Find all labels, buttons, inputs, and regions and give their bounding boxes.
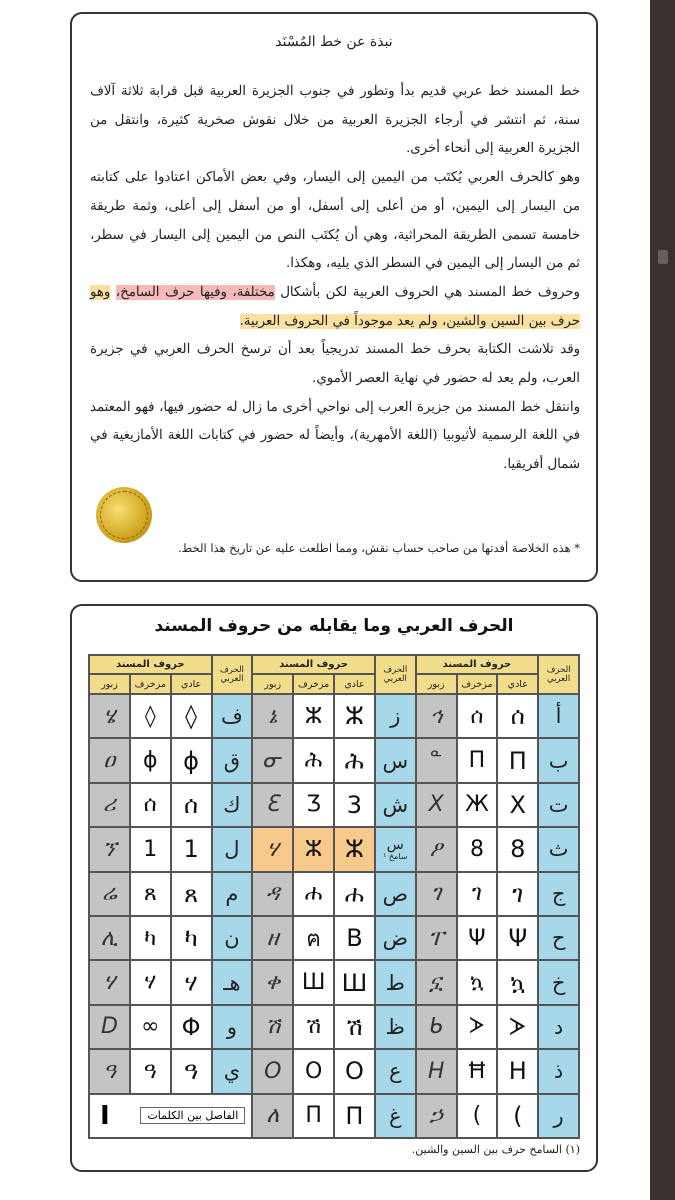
arabic-letter: ك	[223, 792, 241, 817]
musnad-decorated-glyph: Ш	[294, 961, 333, 1003]
musnad-decorated-glyph: ⵣ	[294, 828, 333, 870]
musnad-standard-glyph: ዓ	[172, 1050, 211, 1092]
musnad-decorated-glyph: ሰ	[131, 784, 170, 826]
arabic-letter: ذ	[553, 1059, 564, 1084]
musnad-zabur-glyph: ገ	[417, 873, 456, 915]
musnad-zabur-glyph: ኔ	[253, 695, 292, 737]
arabic-letter-cell	[376, 1006, 415, 1048]
arabic-letter: ط	[385, 970, 405, 995]
arabic-letter-cell	[539, 961, 578, 1003]
musnad-decorated-glyph: ϕ	[131, 739, 170, 781]
arabic-letter: ت	[548, 792, 569, 817]
arabic-letter: ب	[548, 748, 569, 773]
musnad-standard-glyph: Φ	[172, 1006, 211, 1048]
arabic-letter-cell	[376, 961, 415, 1003]
musnad-decorated-glyph: ካ	[131, 917, 170, 959]
arabic-letter-cell	[213, 828, 252, 870]
musnad-standard-glyph: Ш	[335, 961, 374, 1003]
right-edge-strip	[650, 0, 675, 1200]
header-decorated: مزخرف	[294, 675, 333, 693]
musnad-standard-glyph: Ψ	[498, 917, 537, 959]
musnad-decorated-glyph: ᗆ	[458, 1006, 497, 1048]
arabic-letter-cell	[376, 828, 415, 870]
arabic-letter-cell	[539, 1050, 578, 1092]
musnad-decorated-glyph: 1	[131, 828, 170, 870]
seal-ring	[100, 491, 148, 539]
intro-paragraph-3	[90, 279, 580, 336]
arabic-letter: غ	[389, 1103, 402, 1128]
arabic-letter: ل	[224, 837, 240, 862]
gold-seal-logo	[96, 487, 152, 543]
arabic-letter-cell	[376, 873, 415, 915]
arabic-letter-cell	[376, 1095, 415, 1137]
musnad-zabur-glyph: ሃ	[90, 961, 129, 1003]
musnad-zabur-glyph: D	[90, 1006, 129, 1048]
musnad-decorated-glyph: ሽ	[294, 1006, 333, 1048]
musnad-zabur-glyph: ኘ	[90, 828, 129, 870]
arabic-letter: س	[382, 748, 409, 773]
musnad-standard-glyph: ⵣ	[335, 695, 374, 737]
musnad-decorated-glyph: ሃ	[131, 961, 170, 1003]
arabic-letter: م	[225, 881, 239, 906]
arabic-letter-note: سامخ ¹	[383, 851, 408, 861]
musnad-standard-glyph: 3	[335, 784, 374, 826]
arabic-letter: ش	[382, 792, 409, 817]
musnad-decorated-glyph: ገ	[458, 873, 497, 915]
musnad-standard-glyph: O	[335, 1050, 374, 1092]
table-card	[70, 604, 598, 1172]
table-title: الحرف العربي وما يقابله من حروف المسند	[154, 616, 514, 636]
musnad-decorated-glyph: Ʒ	[294, 784, 333, 826]
musnad-zabur-glyph: ዖ	[417, 828, 456, 870]
musnad-standard-glyph: ገ	[498, 873, 537, 915]
musnad-standard-glyph: ⵣ	[335, 828, 374, 870]
arabic-letter: و	[226, 1014, 238, 1039]
musnad-zabur-glyph: ኅ	[417, 695, 456, 737]
arabic-letter: أ	[555, 704, 562, 729]
musnad-standard-glyph: П	[498, 739, 537, 781]
header-zabur: زبور	[253, 675, 292, 693]
scroll-notch	[658, 250, 668, 264]
musnad-decorated-glyph: ዓ	[131, 1050, 170, 1092]
musnad-decorated-glyph: П	[294, 1095, 333, 1137]
arabic-letter: د	[553, 1014, 564, 1039]
arabic-letter-cell	[539, 784, 578, 826]
musnad-decorated-glyph: ⵣ	[294, 695, 333, 737]
musnad-standard-glyph: ካ	[172, 917, 211, 959]
musnad-decorated-glyph: 8	[458, 828, 497, 870]
musnad-zabur-glyph: ዳ	[253, 873, 292, 915]
musnad-zabur-glyph: ዐ	[90, 739, 129, 781]
musnad-standard-glyph: ሕ	[335, 739, 374, 781]
musnad-zabur-glyph: ፐ	[417, 917, 456, 959]
musnad-standard-glyph: 1	[172, 828, 211, 870]
highlight-yellow-part-1: وهو حرف بين السين والشين،	[90, 284, 580, 329]
musnad-zabur-glyph: O	[253, 1050, 292, 1092]
arabic-letter: ص	[382, 881, 408, 906]
arabic-letter: ج	[551, 881, 566, 906]
arabic-letter-cell	[539, 828, 578, 870]
musnad-zabur-glyph: ኗ	[417, 961, 456, 1003]
musnad-decorated-glyph: ጸ	[131, 873, 170, 915]
musnad-decorated-glyph: ∞	[131, 1006, 170, 1048]
arabic-letter-cell	[376, 739, 415, 781]
arabic-letter-cell	[213, 961, 252, 1003]
header-zabur: زبور	[417, 675, 456, 693]
arabic-letter-cell	[213, 1050, 252, 1092]
header-standard: عادي	[498, 675, 537, 693]
arabic-letter: ن	[224, 926, 240, 951]
header-musnad-group: حروف المسند	[253, 656, 374, 673]
musnad-zabur-glyph: ዘ	[253, 917, 292, 959]
arabic-letter-cell	[213, 784, 252, 826]
musnad-decorated-glyph: Ψ	[458, 917, 497, 959]
musnad-decorated-glyph: ◊	[131, 695, 170, 737]
musnad-standard-glyph: ሰ	[172, 784, 211, 826]
arabic-letter-cell	[539, 1006, 578, 1048]
arabic-letter-cell	[213, 917, 252, 959]
header-musnad-group: حروف المسند	[417, 656, 538, 673]
highlight-yellow-part-2: ولم يعد موجوداً في الحروف العربية.	[239, 313, 442, 329]
arabic-letter-cell	[539, 739, 578, 781]
musnad-standard-glyph: ሰ	[498, 695, 537, 737]
musnad-zabur-glyph: ሃ	[253, 828, 292, 870]
musnad-zabur-glyph: H	[417, 1050, 456, 1092]
musnad-standard-glyph: ϕ	[172, 739, 211, 781]
musnad-zabur-glyph: ሬ	[90, 873, 129, 915]
arabic-letter: ي	[223, 1059, 241, 1084]
arabic-letter: ظ	[385, 1014, 405, 1039]
musnad-decorated-glyph: ሕ	[294, 739, 333, 781]
arabic-letter-cell	[539, 873, 578, 915]
musnad-standard-glyph: )	[498, 1095, 537, 1137]
musnad-standard-glyph: H	[498, 1050, 537, 1092]
musnad-standard-glyph: ሐ	[335, 873, 374, 915]
musnad-standard-glyph: B	[335, 917, 374, 959]
arabic-letter: ر	[553, 1103, 564, 1128]
musnad-zabur-glyph: ሄ	[90, 695, 129, 737]
table-footnote: (١) السامخ حرف بين السين والشين.	[411, 1143, 580, 1156]
arabic-letter: ف	[221, 704, 243, 729]
musnad-zabur-glyph: ᓂ	[253, 739, 292, 781]
intro-card	[70, 12, 598, 582]
header-standard: عادي	[335, 675, 374, 693]
arabic-letter-cell	[376, 917, 415, 959]
musnad-decorated-glyph: П	[458, 739, 497, 781]
arabic-letter: ث	[548, 837, 569, 862]
arabic-letter: ق	[223, 748, 241, 773]
header-decorated: مزخرف	[131, 675, 170, 693]
musnad-decorated-glyph: ሐ	[294, 873, 333, 915]
header-arabic-letter: الحرف العربي	[213, 656, 252, 693]
musnad-table	[88, 654, 580, 1139]
musnad-zabur-glyph: X	[417, 784, 456, 826]
arabic-letter: ح	[551, 926, 566, 951]
musnad-standard-glyph: П	[335, 1095, 374, 1137]
musnad-zabur-glyph: ᓐ	[417, 739, 456, 781]
header-arabic-letter: الحرف العربي	[539, 656, 578, 693]
header-zabur: زبور	[90, 675, 129, 693]
musnad-standard-glyph: ጸ	[172, 873, 211, 915]
musnad-standard-glyph: X	[498, 784, 537, 826]
header-decorated: مزخرف	[458, 675, 497, 693]
arabic-letter: س	[386, 836, 404, 853]
intro-title: نبذة عن خط المُسْنَد	[275, 34, 393, 50]
arabic-letter-cell	[539, 695, 578, 737]
arabic-letter-cell	[213, 739, 252, 781]
musnad-decorated-glyph: Ж	[458, 784, 497, 826]
arabic-letter: ز	[390, 704, 401, 729]
arabic-letter: ع	[389, 1059, 402, 1084]
musnad-zabur-glyph: ዓ	[90, 1050, 129, 1092]
arabic-letter: خ	[551, 970, 566, 995]
musnad-zabur-glyph: Ɛ	[253, 784, 292, 826]
musnad-standard-glyph: ሽ	[335, 1006, 374, 1048]
intro-paragraph-5: وانتقل خط المسند من جزيرة العرب إلى نواحي أخرى ما زال له حضور فيها، فهو المعتمد في اللغة الرسمية لأثيوبيا (اللغة الأمهرية)، وأيضاً له حضور في كتابات اللغة الأمازيغية في شمال أفريقيا.	[90, 399, 580, 473]
highlight-red: مختلفة، وفيها حرف السامخ،	[115, 284, 275, 300]
arabic-letter-cell	[539, 1095, 578, 1137]
arabic-letter-cell	[539, 917, 578, 959]
intro-paragraph-1: خط المسند خط عربي قديم بدأ وتطور في جنوب الجزيرة العربية قبل قرابة ثلاثة آلاف سنة، ثم انتشر في أرجاء الجزيرة العربية من خلال نقوش صخرية كثيرة، وانتقل من الجزيرة العربية إلى أنحاء أخرى.	[90, 84, 580, 157]
arabic-letter-cell	[376, 784, 415, 826]
musnad-standard-glyph: ኳ	[498, 961, 537, 1003]
arabic-letter: هـ	[223, 970, 241, 995]
arabic-letter-cell	[376, 695, 415, 737]
musnad-decorated-glyph: Ħ	[458, 1050, 497, 1092]
arabic-letter: ض	[382, 926, 408, 951]
word-separator-glyph: I	[100, 1100, 110, 1131]
musnad-standard-glyph: 8	[498, 828, 537, 870]
intro-paragraph-4: وقد تلاشت الكتابة بحرف خط المسند تدريجياً بعد أن ترسخ الحرف العربي في جزيرة العرب، ولم يعد له حضور في نهاية العصر الأموي.	[90, 342, 580, 387]
intro-note: * هذه الخلاصة أفدتها من صاحب حساب نقش، ومما اطلعت عليه عن تاريخ هذا الخط.	[177, 541, 580, 555]
musnad-standard-glyph: ◊	[172, 695, 211, 737]
musnad-decorated-glyph: O	[294, 1050, 333, 1092]
musnad-standard-glyph: ᗆ	[498, 1006, 537, 1048]
header-standard: عادي	[172, 675, 211, 693]
musnad-standard-glyph: ሃ	[172, 961, 211, 1003]
musnad-zabur-glyph: ቀ	[253, 961, 292, 1003]
musnad-zabur-glyph: ሪ	[90, 784, 129, 826]
intro-body	[90, 78, 580, 480]
word-separator-cell	[90, 1095, 251, 1137]
arabic-letter-cell	[213, 873, 252, 915]
musnad-decorated-glyph: ሰ	[458, 695, 497, 737]
musnad-zabur-glyph: ለ	[253, 1095, 292, 1137]
musnad-decorated-glyph: ኳ	[458, 961, 497, 1003]
intro-paragraph-2: وهو كالحرف العربي يُكتَب من اليمين إلى اليسار، وفي بعض الأماكن اعتادوا على كتابته من اليسار إلى اليمين، أو من أعلى إلى أسفل، أو من أسفل إلى أعلى، وثمة طريقة خامسة تسمى الطريقة المحراثية، وهي أن يُكتَب النص من اليمين إلى اليسار في سطر، ثم من اليسار إلى اليمين في السطر الذي يليه، وهكذا.	[90, 170, 580, 272]
musnad-zabur-glyph: ሊ	[90, 917, 129, 959]
musnad-decorated-glyph: )	[458, 1095, 497, 1137]
header-musnad-group: حروف المسند	[90, 656, 211, 673]
intro-paragraph-3-start: وحروف خط المسند هي الحروف العربية لكن بأشكال	[274, 284, 580, 300]
musnad-decorated-glyph: ฅ	[294, 917, 333, 959]
musnad-zabur-glyph: ሽ	[253, 1006, 292, 1048]
header-arabic-letter: الحرف العربي	[376, 656, 415, 693]
musnad-zabur-glyph: ᑲ	[417, 1006, 456, 1048]
musnad-zabur-glyph: ኃ	[417, 1095, 456, 1137]
word-separator-label: الفاصل بين الكلمات	[140, 1107, 245, 1124]
arabic-letter-cell	[213, 1006, 252, 1048]
arabic-letter-cell	[213, 695, 252, 737]
arabic-letter-cell	[376, 1050, 415, 1092]
